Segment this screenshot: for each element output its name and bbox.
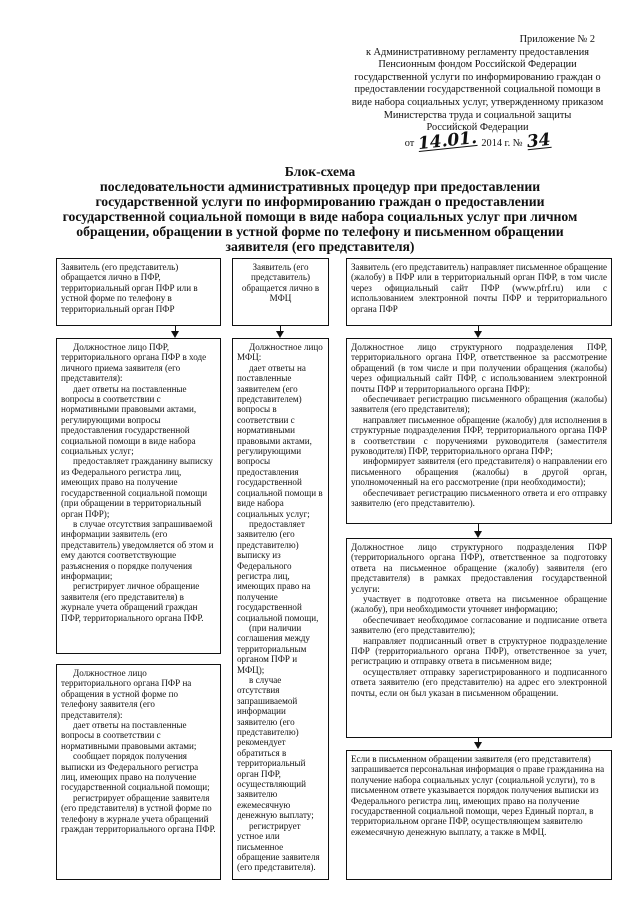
personal-reception-box [56, 338, 221, 654]
header-line: Российской Федерации [426, 122, 529, 134]
header-line: Пенсионным фондом Российской Федерации [378, 59, 577, 71]
box-text: предоставляет гражданину выписку из Федерального регистра лиц, имеющих право на получение государственной социальной помощи (при обращении в территориальный орган ПФР); [61, 456, 213, 519]
handwritten-date: 14.01. [417, 127, 479, 154]
box-text: обеспечивает регистрацию письменного обращения (жалобы) заявителя (его представителя); [351, 394, 607, 415]
registry-extract-box [346, 750, 612, 880]
box-text: регистрирует устное или письменное обращение заявителя (его представителя). [237, 820, 320, 873]
handwritten-number: 34 [525, 129, 552, 152]
header-line: государственной услуги по информированию граждан о [354, 71, 601, 83]
arrow-down-icon [474, 531, 482, 538]
answer-preparation-box [346, 538, 612, 738]
box-text: Должностное лицо структурного подразделения ПФР (территориального органа ПФР), ответственное за подготовку ответа на письменное обращение (жалобу) заявителя (его представителя) в рамках предоставления государственной услуги: [351, 542, 607, 594]
box-text: в случае отсутствия запрашиваемой информации заявителю (его представителю) рекомендует обратиться в территориальный орган ПФР, осуществляющий заявителю ежемесячную денежную выплату; [237, 675, 314, 821]
box-text: в случае отсутствия запрашиваемой информации заявитель (его представитель) уведомляется об этом и ему даются соответствующие разъяснения о порядке получения информации; [61, 518, 214, 581]
box-text: Должностное лицо МФЦ: [237, 342, 323, 363]
header-line: к Административному регламенту предоставления [365, 46, 590, 58]
year-text: 2014 г. № [481, 137, 523, 149]
box-text: осуществляет отправку зарегистрированного и подписанного ответа заявителю (его представителю) на адрес его электронной почты, если он был указан в письменном обращении. [351, 666, 607, 698]
box-text: направляет подписанный ответ в структурное подразделение ПФР (территориального органа ПФР), ответственное за учет, регистрацию и отправку ответа в письменном виде; [351, 635, 607, 667]
box-text: Заявитель (его представитель) обращается лично в ПФР, территориальный орган ПФР или в устной форме по телефону в территориальный орган ПФР [61, 262, 198, 314]
box-text: обеспечивает необходимое согласование и подписание ответа заявителю (его представителю); [351, 614, 607, 636]
box-text: обеспечивает регистрацию письменного ответа и его отправку заявителю (его представителю). [351, 487, 607, 509]
box-text: Должностное лицо структурного подразделения ПФР, территориального органа ПФР, ответственное за рассмотрение обращений (в том числе и при получении обращения (жалобы) через официальный сайт ПФР, с использованием электронной почты ПФР и территориального органа ПФР): [351, 342, 607, 394]
applicant-personal-box [56, 258, 221, 326]
header-line: предоставлении государственной социальной помощи в [354, 84, 601, 96]
box-text: дает ответы на поставленные вопросы в соответствии с нормативными правовыми актами; [61, 720, 197, 751]
box-text: Заявитель (его представитель) обращается лично в МФЦ [241, 262, 320, 304]
applicant-mfc-box [232, 258, 329, 326]
header-line: Министерства труда и социальной защиты [383, 109, 572, 121]
applicant-written-box [346, 258, 612, 326]
box-text: Должностное лицо территориального органа ПФР на обращения в устной форме по телефону заявителя (его представителя): [61, 668, 192, 720]
box-text: Заявитель (его представитель) направляет письменное обращение (жалобу) в ПФР или в территориальный орган ПФР, в том числе через официальный сайт ПФР (www.pfrf.ru) или с использованием электронной почты ПФР и территориального органа ПФР [351, 262, 607, 314]
header-line: виде набора социальных услуг, утвержденному приказом [351, 96, 604, 108]
document-title [60, 164, 580, 254]
appendix-header [330, 34, 625, 154]
arrow-down-icon [474, 742, 482, 749]
box-text: дает ответы на поставленные вопросы в соответствии с нормативными правовыми актами, регулирующими вопросы предоставления государственной социальной помощи в виде набора социальных услуг; [61, 383, 197, 457]
title-subheading: последовательности административных процедур при предоставлении государственной услуги по информированию граждан о предоставлении государственной социальной помощи в виде набора социальных услуг при личном обращении, обращении в устной форме по телефону и письменном обращении заявителя (его представителя) [62, 179, 578, 254]
mfc-officer-box [232, 338, 329, 880]
box-text: Должностное лицо ПФР, территориального органа ПФР в ходе личного приема заявителя (его представителя): [61, 342, 207, 384]
box-text: дает ответы на поставленные заявителем (его представителем) вопросы в соответствии с нормативными правовыми актами, регулирующими вопросы предоставления государственной социальной помощи в виде набора социальных услуг; [237, 362, 323, 519]
phone-reception-box [56, 664, 221, 880]
appendix-number: Приложение № 2 [519, 34, 595, 45]
box-text: регистрирует личное обращение заявителя (его представителя) в журнале учета обращений граждан ПФР, территориального органа ПФР. [61, 581, 204, 623]
box-text: информирует заявителя (его представителя) о направлении его письменного обращения (жалобы) в другой орган, уполномоченный на его рассмотрение (при необходимости); [351, 456, 607, 488]
box-text: участвует в подготовке ответа на письменное обращение (жалобу), при необходимости уточняет информацию; [351, 594, 607, 615]
arrow-down-icon [474, 331, 482, 338]
box-text: предоставляет заявителю (его представителю) выписку из Федерального регистра лиц, имеющих право на получение государственной социальной помощи, [237, 518, 319, 623]
arrow-down-icon [276, 331, 284, 338]
box-text: направляет письменное обращение (жалобу) для исполнения в структурные подразделения ПФР, территориального органа ПФР в соответствии с поручениями руководителя (заместителя руководителя) ПФР, территориального органа ПФР; [351, 414, 607, 457]
arrow-down-icon [171, 331, 179, 338]
box-text: сообщает порядок получения выписки из Федерального регистра лиц, имеющих право на получение государственной социальной помощи; [61, 751, 210, 793]
registration-officer-box [346, 338, 612, 524]
box-text: Если в письменном обращении заявителя (его представителя) запрашивается персональная информация о праве гражданина на получение набора социальных услуг (социальной услуги), то в письменном ответе указывается порядок получения выписки из Федерального регистра лиц, имеющих право на получение государственной социальной помощи, через Единый портал, в территориальном органе ПФР, осуществляющем заявителю ежемесячную денежную выплату, а также в МФЦ. [351, 754, 605, 837]
title-heading: Блок-схема [284, 164, 356, 179]
box-text: регистрирует обращение заявителя (его представителя) в устной форме по телефону в журнале учета обращений граждан территориального органа ПФР. [61, 792, 216, 835]
date-prefix: от [404, 137, 415, 149]
box-text: (при наличии соглашения между территориальным органом ПФР и МФЦ); [237, 622, 310, 675]
